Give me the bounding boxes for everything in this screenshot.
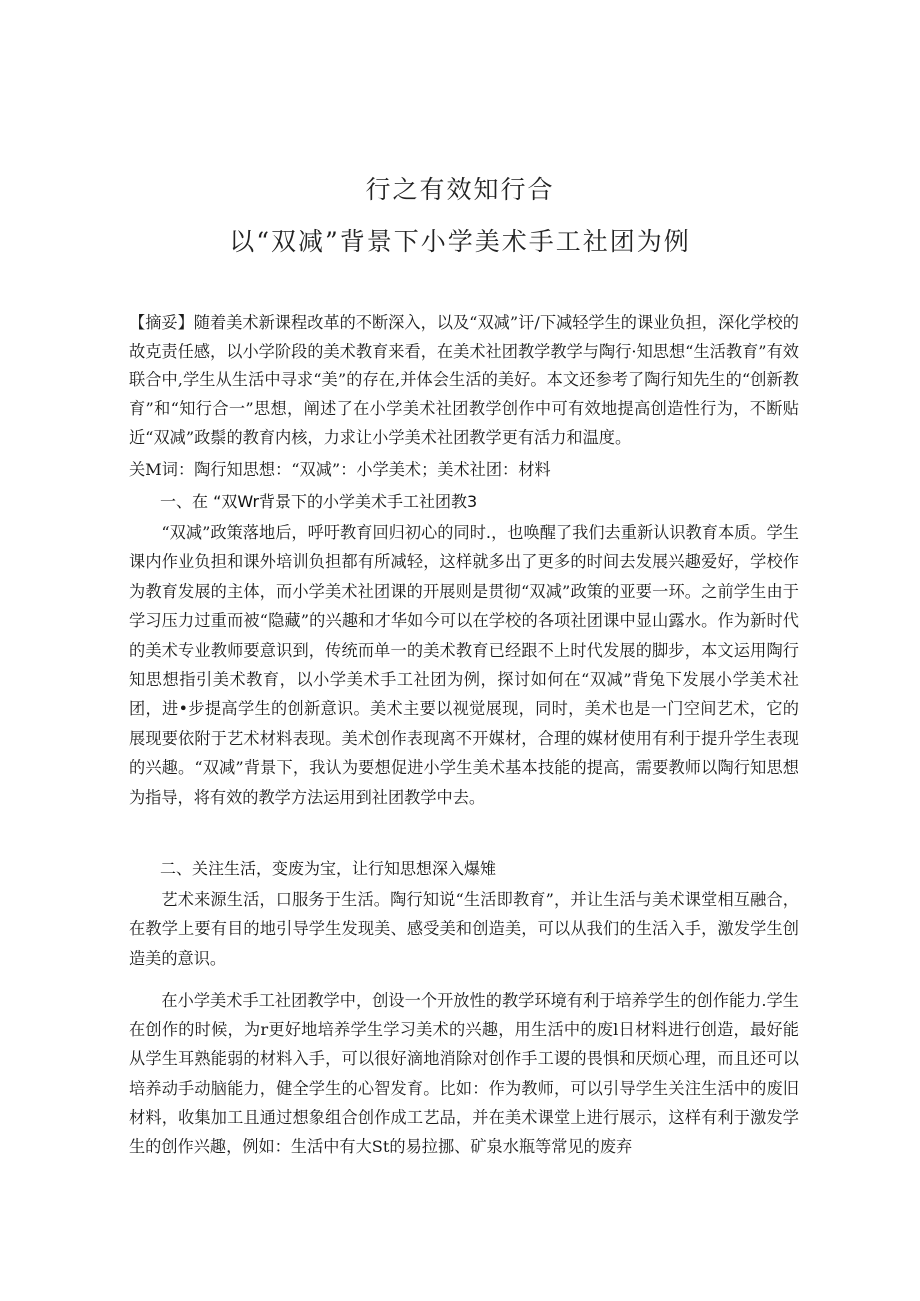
body-paragraph-3: 在小学美术手工社团教学中，创设一个开放性的教学环境有利于培养学生的创作能力.学生在创作的时候，为r更好地培养学生学习美术的兴趣，用生活中的废l日材料进行创造，最好能从学生耳熟能弱的材料入手，可以很好滴地消除对创作手工谡的畏惧和厌烦心理，而且还可以培养动手动脑能力，健全学生的心智发育。比如：作为教师，可以引导学生关注生活中的废旧材料，收集加工且通过想象组合创作成工艺品，并在美术课堂上进行展示，这样有利于激发学生的创作兴趣，例如：生活中有大St的易拉挪、矿泉水瓶等常见的废弃 xyxy=(129,991,799,1157)
section-heading-2: 二、关注生活，变废为宝，让行知思想深入爆雉 xyxy=(160,859,497,878)
section-heading-1: 一、在 “双Wr背景下的小学美术手工社团教3 xyxy=(160,492,478,511)
document-title: 行之有效知行合 xyxy=(365,175,555,204)
body-paragraph-1: “双减”政策落地后，呼吁教育回归初心的同时.，也唤醒了我们去重新认识教育本质。学生课内作业负担和课外培训负担都有所减轻，这样就多出了更多的时间去发展兴趣爱好，学校作为教育发展的主体，而小学美术社团课的开展则是贯彻“双减”政策的亚要一环。之前学生由于学习压力过重而被“隐藏”的兴趣和才华如今可以在学校的各项社团课中显山露水。作为新时代的美术专业教师要意识到，传统而单一的美术教育已经跟不上时代发展的脚步，本文运用陶行知思想指引美术教育，以小学美术手工社团为例，探讨如何在“双减”背兔下发展小学美术社团，进•步提高学生的创新意识。美术主要以视觉展现，同时，美术也是一门空间艺术，它的展现要依附于艺术材料表现。美术创作表现离不开媒材，合理的媒材使用有利于提升学生表现的兴趣。“双减”背景下，我认为要想促进小学生美术基本技能的提高，需要教师以陶行知思想为指导，将有效的教学方法运用到社团教学中去。 xyxy=(129,523,799,807)
abstract-paragraph: 【摘妥】随着美术新课程改革的不断深入，以及“双减”讦/下减轻学生的课业负担，深化学校的故克责任感，以小学阶段的美术教育来看，在美术社团教学教学与陶行·知思想“生活教育”有效联合中,学生从生活中寻求“美”的存在,并体会生活的美好。本文还参考了陶行知先生的“创新教育”和“知行合一”思想，阐述了在小学美术社团教学创作中可有效地提高创造性行为，不断贴近“双减”政鬃的教育内核，力求让小学美术社团教学更有活力和温度。 xyxy=(129,313,799,447)
document-subtitle: 以“双减”背景下小学美术手工社团为例 xyxy=(229,227,691,256)
keywords-line: 关M词：陶行知思想：“双减”：小学美术；美术社团：材料 xyxy=(129,460,551,479)
body-paragraph-2: 艺术来源生活，口服务于生活。陶行知说“生活即教育”，并让生活与美术课堂相互融合，在教学上要有目的地引导学生发现美、感受美和创造美，可以从我们的生活入手，激发学生创造美的意识。 xyxy=(129,890,799,968)
